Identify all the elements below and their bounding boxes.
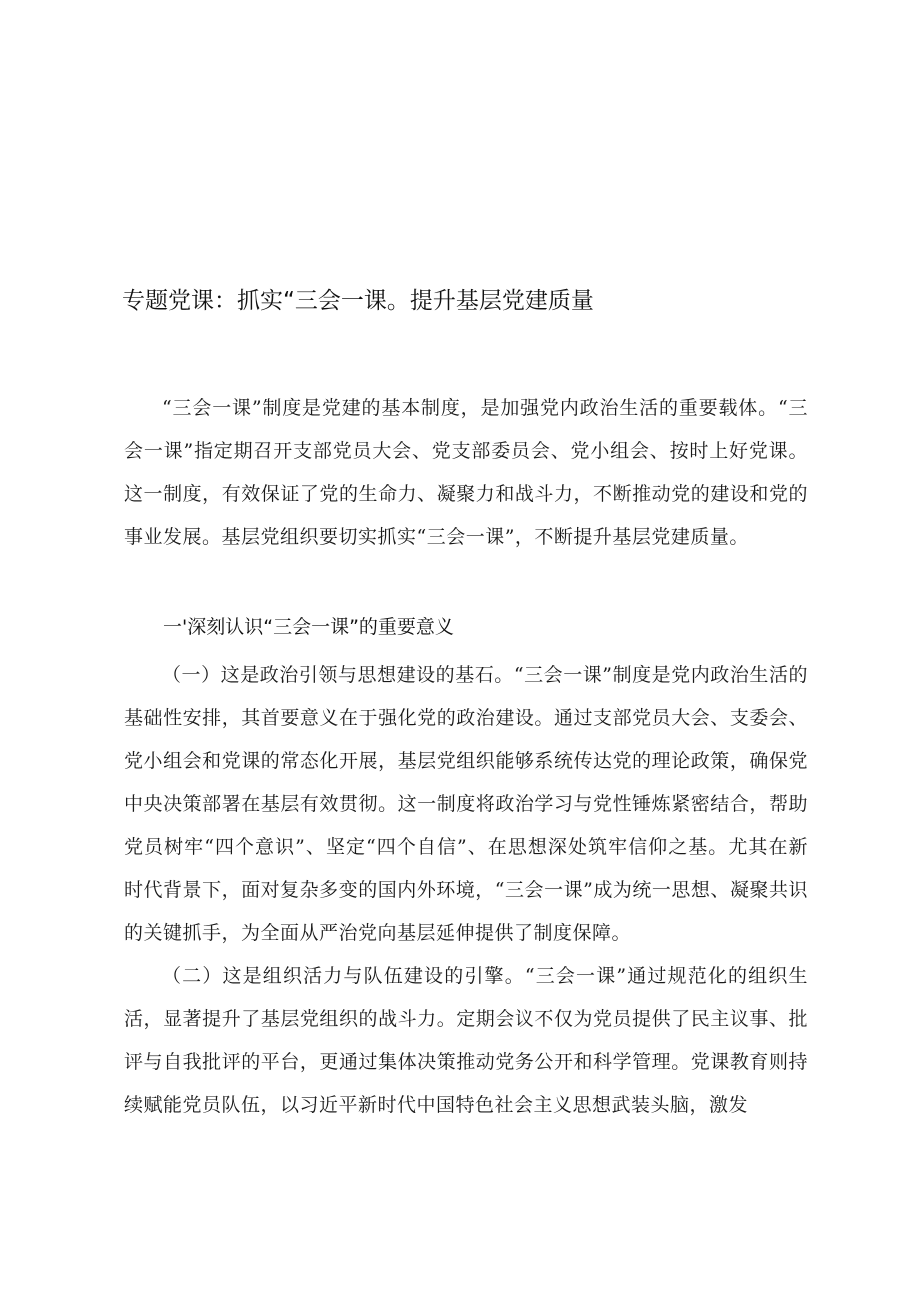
section-heading: 一'深刻认识“三会一课”的重要意义 [163, 616, 454, 638]
document-title: 专题党课：抓实“三会一课。提升基层党建质量 [122, 288, 594, 314]
intro-paragraph: “三会一课”制度是党建的基本制度，是加强党内政治生活的重要载体。“三会一课”指定期召开支部党员大会、党支部委员会、党小组会、按时上好党课。这一制度，有效保证了党的生命力、凝聚力和战斗力，不断推动党的建设和党的事业发展。基层党组织要切实抓实“三会一课”，不断提升基层党建质量。 [124, 397, 808, 548]
subsection-paragraph-2: （二）这是组织活力与队伍建设的引擎。“三会一课”通过规范化的组织生活，显著提升了基层党组织的战斗力。定期会议不仅为党员提供了民主议事、批评与自我批评的平台，更通过集体决策推动党务公开和科学管理。党课教育则持续赋能党员队伍，以习近平新时代中国特色社会主义思想武装头脑，激发 [124, 965, 808, 1116]
subsection-paragraph-1: （一）这是政治引领与思想建设的基石。“三会一课”制度是党内政治生活的基础性安排，其首要意义在于强化党的政治建设。通过支部党员大会、支委会、党小组会和党课的常态化开展，基层党组织能够系统传达党的理论政策，确保党中央决策部署在基层有效贯彻。这一制度将政治学习与党性锤炼紧密结合，帮助党员树牢“四个意识”、坚定“四个自信”、在思想深处筑牢信仰之基。尤其在新时代背景下，面对复杂多变的国内外环境，“三会一课”成为统一思想、凝聚共识的关键抓手，为全面从严治党向基层延伸提供了制度保障。 [124, 664, 808, 944]
